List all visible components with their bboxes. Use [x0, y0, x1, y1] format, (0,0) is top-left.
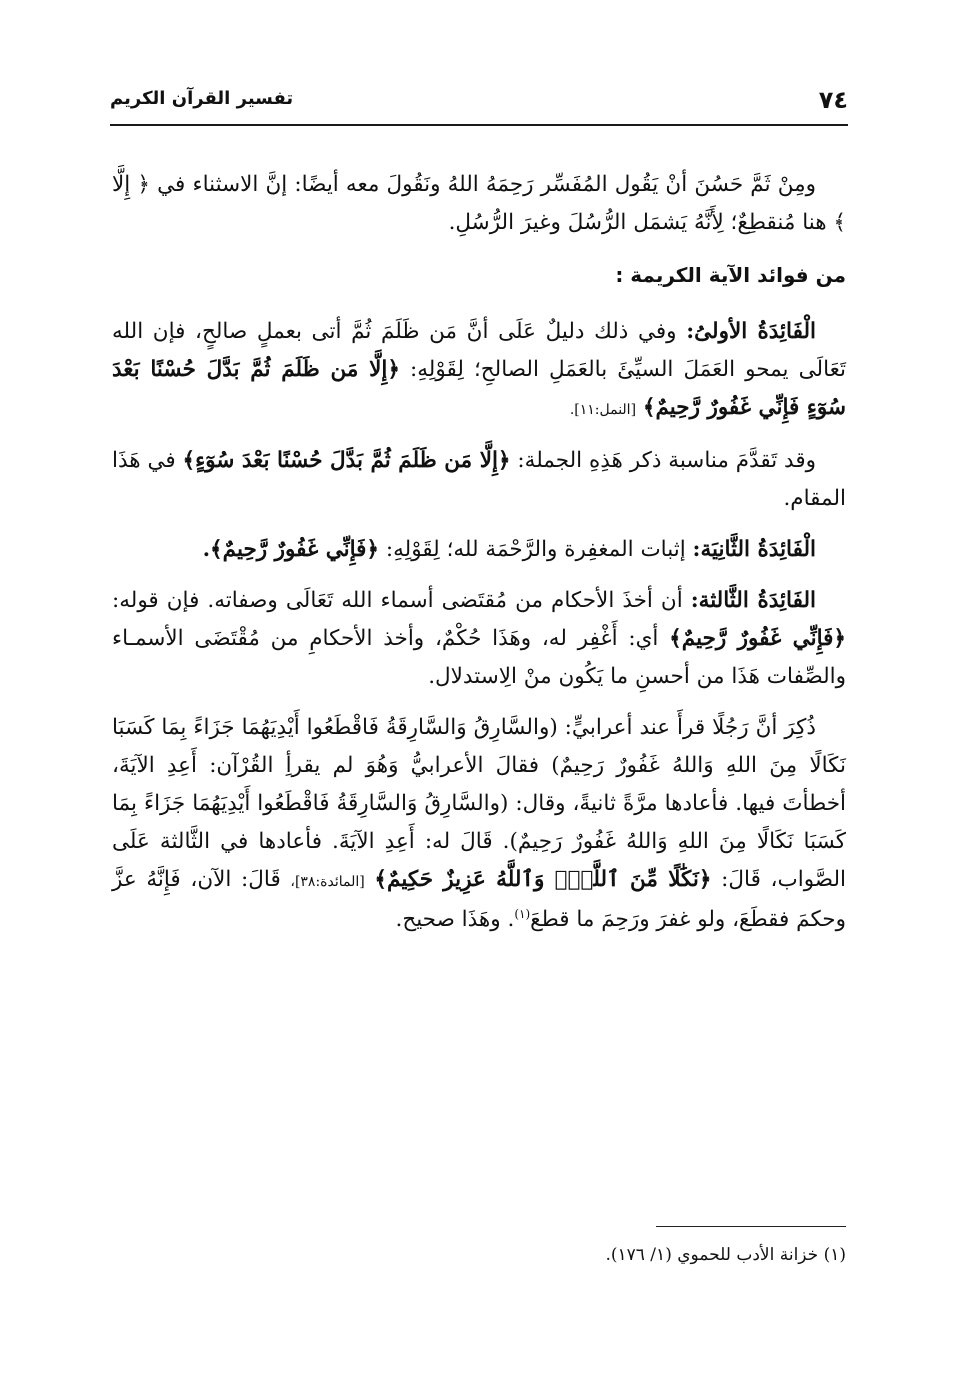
section-heading: من فوائد الآية الكريمة : [615, 263, 846, 287]
benefit-two-verse: ﴿فَإِنِّي غَفُورٌ رَّحِيمٌ﴾. [202, 537, 380, 562]
footnote: (١) خزانة الأدب للحموي (١/ ١٧٦). [605, 1245, 846, 1265]
book-title: تفسير القرآن الكريم [110, 88, 294, 109]
footnote-rule [656, 1226, 846, 1227]
benefit-three-text: أن أخذَ الأحكام من مُقتَضى أسماء الله تَعَالَى وصفاته. فإن قوله: [112, 588, 683, 613]
story-text: ذُكِرَ أنَّ رَجُلًا قرأَ عند أعرابيٍّ: (والسَّارِقُ وَالسَّارِقَةُ فَاقْطَعُوا أَيْدِيَهُمَا جَزَاءً بِمَا كَسَبَا نَكَالًا مِنَ اللهِ وَاللهُ غَفُورٌ رَحِيمٌ) فقالَ الأعرابيُّ وَهُوَ لم يقرأِ القُرْآن: أَعِدِ الآيَةَ، أخطأتَ فيها. فأعادها مرَّةً ثانيةً، وقال: (والسَّارِقُ وَالسَّارِقَةُ فَاقْطَعُوا أَيْدِيَهُمَا جَزَاءً بِمَا كَسَبَا نَكَالًا مِنَ اللهِ وَاللهُ غَفُورٌ رَحِيمٌ). قَالَ له: أَعِدِ الآيَةَ. فأعادها في الثَّالثة عَلَى الصَّواب، قَالَ: [112, 715, 846, 892]
intro-text: ومِنْ ثَمَّ حَسُنَ أنْ يَقُول المُفَسِّر رَحِمَهُ اللهُ ونَقُولَ معه أيضًا: إنَّ الاسثناء في ﴿ إِلَّا ﴾ هنا مُنقطِعٌ؛ لِأَنَّهُ يَشمَل الرُّسُلَ وغيرَ الرُّسُلِ. [112, 172, 846, 235]
benefit-three-verse: ﴿فَإِنِّي غَفُورٌ رَّحِيمٌ﴾ [669, 626, 846, 651]
story-close: . وهَذَا صحيح. [395, 907, 515, 932]
preceding-note-end: في هَذَا المقام. [112, 448, 846, 511]
benefit-three-lead: الفَائِدَةُ الثَّالثة: [690, 588, 816, 613]
story-verse: ﴿نَكَٰلًا مِّنَ ٱللَّهِۗ وَٱللَّهُ عَزِيزٌ حَكِيمٌ﴾ [374, 867, 712, 892]
header-rule [110, 124, 848, 126]
benefit-one-ref: [النمل:١١]. [569, 402, 637, 418]
running-header [110, 84, 848, 122]
preceding-note-text: وقد تَقدَّمَ مناسبة ذكر هَذِهِ الجملة: [517, 448, 816, 473]
benefit-one-verse: ﴿إِلَّا مَن ظَلَمَ ثُمَّ بَدَّلَ حُسْنًا بَعْدَ سُوٓءٍ فَإِنِّي غَفُورٌ رَّحِيمٌ﴾ [112, 357, 846, 420]
benefit-two-paragraph [112, 531, 846, 569]
intro-paragraph [112, 166, 846, 242]
preceding-note-paragraph [112, 442, 846, 518]
benefit-three-paragraph [112, 582, 846, 696]
footnote-marker[interactable]: (١) [514, 906, 531, 921]
benefit-one-lead: الْفَائِدَةُ الأولىُ: [686, 319, 816, 344]
page-body [112, 166, 846, 952]
benefit-three-end: أي: أَغْفِر له، وهَذَا حُكْمٌ، وأخذ الأحكامِ من مُقْتَضَى الأسمـاء والصِّفات هَذَا من أحسنِ ما يَكُون منْ الِاستدلال. [112, 626, 846, 689]
page-number: ٧٤ [818, 86, 848, 114]
benefit-two-text: إثبات المغفِرة والرَّحْمَة لله؛ لِقَوْلِهِ: [385, 537, 686, 562]
benefit-one-text: وفي ذلك دليلٌ عَلَى أنَّ مَن ظَلَمَ ثُمَّ أتى بعملٍ صالحٍ، فإن الله تَعَالَى يمحو العَمَلَ السيِّئَ بالعَمَلِ الصالحِ؛ لِقَوْلِهِ: [112, 319, 846, 382]
preceding-note-verse: ﴿إِلَّا مَن ظَلَمَ ثُمَّ بَدَّلَ حُسْنًا بَعْدَ سُوٓءٍ﴾ [182, 448, 511, 473]
story-ref: [المائدة:٣٨]، [290, 874, 365, 890]
benefit-two-lead: الْفَائِدَةُ الثَّانِيَة: [692, 537, 816, 562]
story-paragraph [112, 709, 846, 939]
story-end: قَالَ: الآن، فَإِنَّهُ عزَّ وحكمَ فقطَعَ، ولو غفرَ ورَحِمَ ما قطعَ [112, 867, 846, 932]
benefit-one-paragraph [112, 313, 846, 429]
